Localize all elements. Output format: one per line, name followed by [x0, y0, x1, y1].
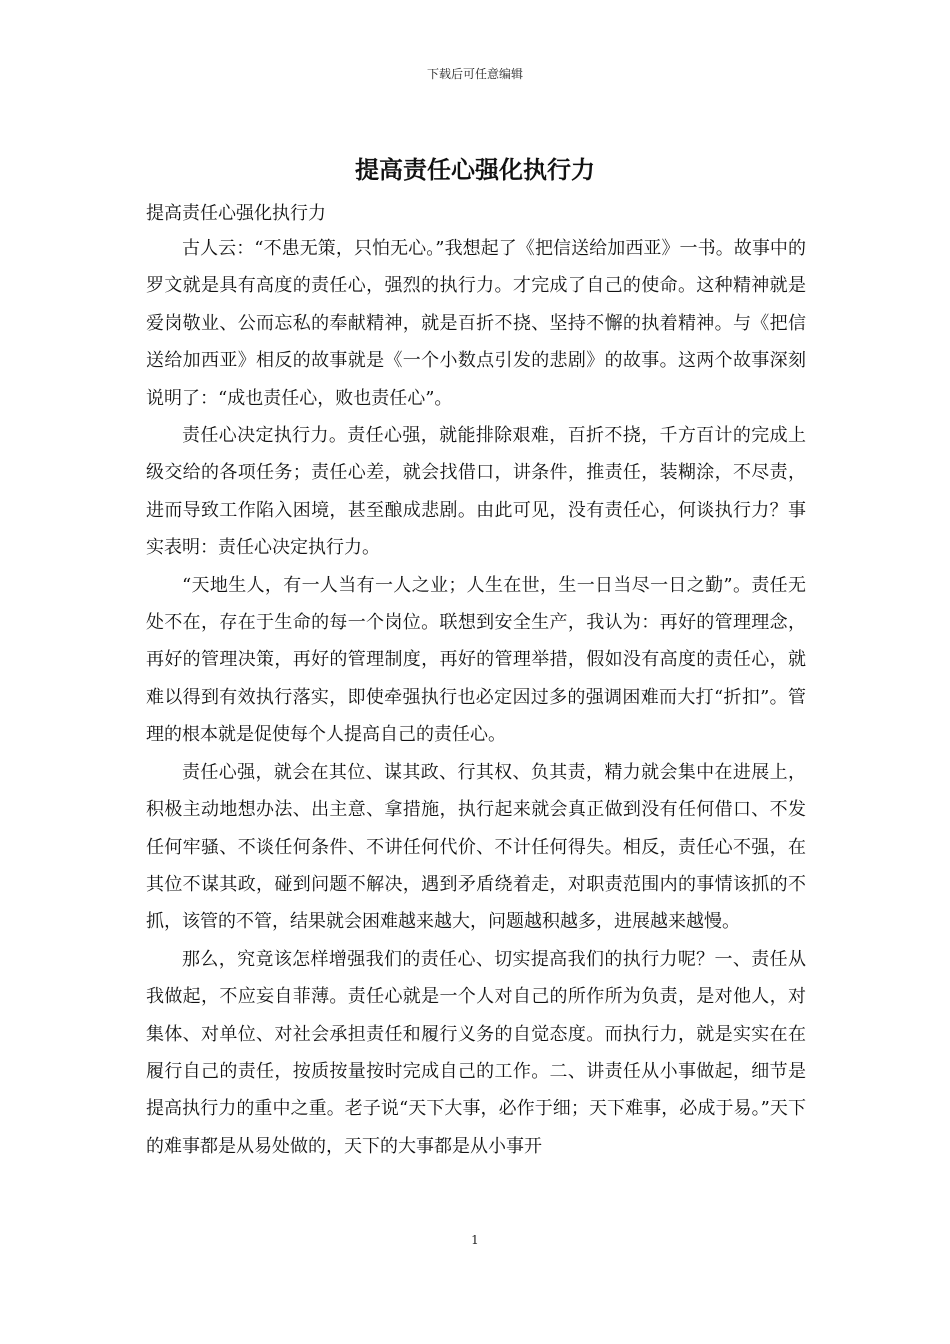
- body-paragraph-2: 责任心决定执行力。责任心强，就能排除艰难，百折不挠，千方百计的完成上级交给的各项任务；责任心差，就会找借口，讲条件，推责任，装糊涂，不尽责，进而导致工作陷入困境，甚至酿成悲剧。由此可见，没有责任心，何谈执行力？事实表明：责任心决定执行力。: [146, 425, 806, 559]
- page-header: 下载后可任意编辑: [426, 67, 523, 81]
- document-subtitle: 提高责任心强化执行力: [146, 203, 326, 224]
- document-title: 提高责任心强化执行力: [355, 155, 595, 184]
- document-body: [146, 230, 806, 1165]
- page-number: 1: [471, 1233, 479, 1247]
- body-paragraph-3: “天地生人，有一人当有一人之业；人生在世，生一日当尽一日之勤”。责任无处不在，存在于生命的每一个岗位。联想到安全生产，我认为：再好的管理理念，再好的管理决策，再好的管理制度，再好的管理举措，假如没有高度的责任心，就难以得到有效执行落实，即使牵强执行也必定因过多的强调困难而大打“折扣”。管理的根本就是促使每个人提高自己的责任心。: [146, 574, 806, 746]
- body-paragraph-5: 那么，究竟该怎样增强我们的责任心、切实提高我们的执行力呢？一、责任从我做起，不应妄自菲薄。责任心就是一个人对自己的所作所为负责，是对他人，对集体、对单位、对社会承担责任和履行义务的自觉态度。而执行力，就是实实在在履行自己的责任，按质按量按时完成自己的工作。二、讲责任从小事做起，细节是提高执行力的重中之重。老子说“天下大事，必作于细；天下难事，必成于易。”天下的难事都是从易处做的，天下的大事都是从小事开: [146, 948, 806, 1157]
- body-paragraph-1: 古人云：“不患无策，只怕无心。”我想起了《把信送给加西亚》一书。故事中的罗文就是具有高度的责任心，强烈的执行力。才完成了自己的使命。这种精神就是爱岗敬业、公而忘私的奉献精神，就是百折不挠、坚持不懈的执着精神。与《把信送给加西亚》相反的故事就是《一个小数点引发的悲剧》的故事。这两个故事深刻说明了：“成也责任心，败也责任心”。: [146, 238, 806, 409]
- body-paragraph-4: 责任心强，就会在其位、谋其政、行其权、负其责，精力就会集中在进展上，积极主动地想办法、出主意、拿措施，执行起来就会真正做到没有任何借口、不发任何牢骚、不谈任何条件、不讲任何代价、不计任何得失。相反，责任心不强，在其位不谋其政，碰到问题不解决，遇到矛盾绕着走，对职责范围内的事情该抓的不抓，该管的不管，结果就会困难越来越大，问题越积越多，进展越来越慢。: [146, 761, 806, 933]
